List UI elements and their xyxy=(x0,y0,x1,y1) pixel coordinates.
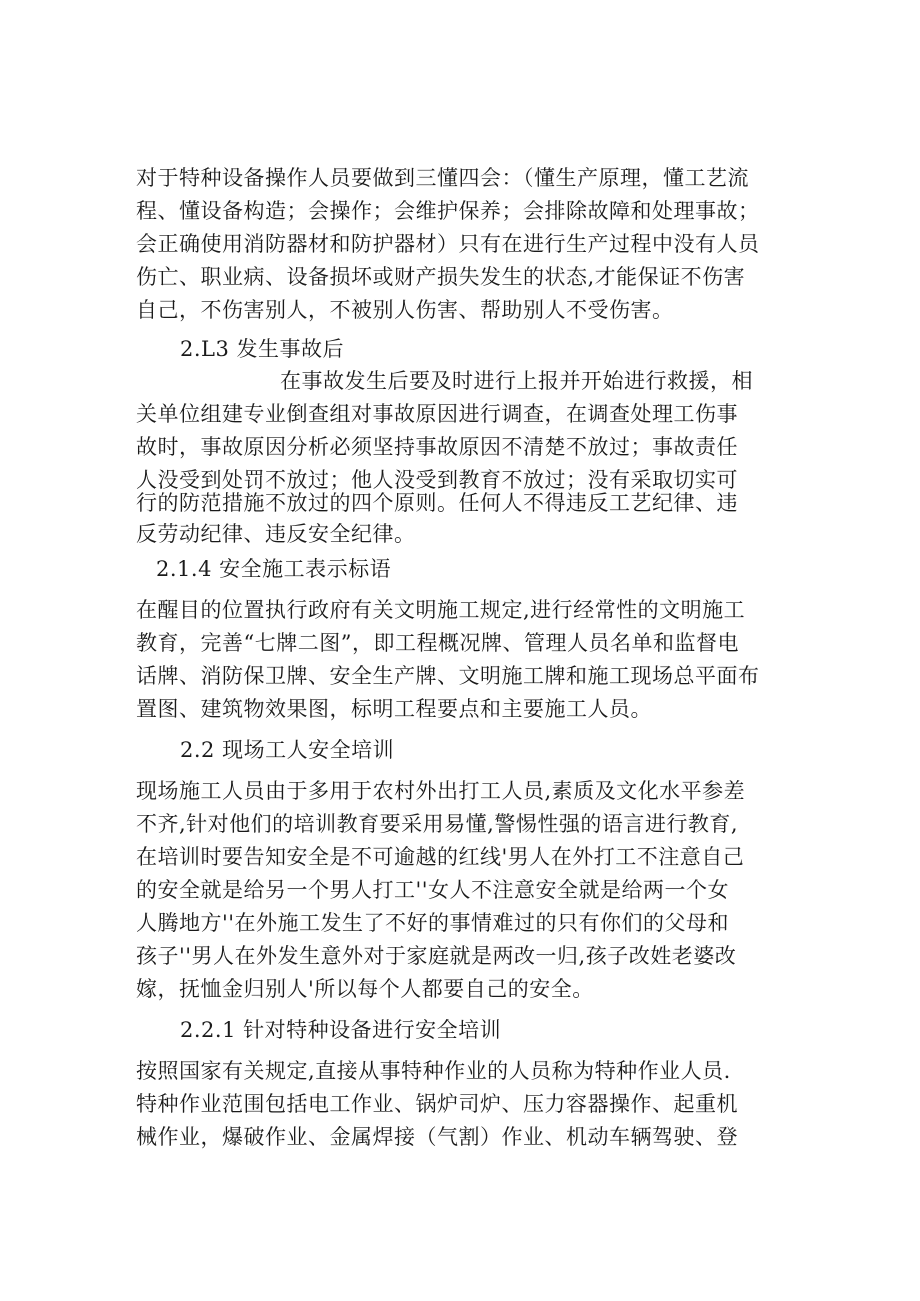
paragraph-line: 人没受到处罚不放过；他人没受到教育不放过；没有采取切实可 xyxy=(136,468,738,492)
section-heading-2-1-4: 2.1.4 安全施工表示标语 xyxy=(156,557,392,581)
paragraph-line: 对于特种设备操作人员要做到三懂四会：（懂生产原理，懂工艺流 xyxy=(136,166,749,190)
paragraph-line: 特种作业范围包括电工作业、锅炉司炉、压力容器操作、起重机 xyxy=(136,1092,738,1116)
paragraph-line: 人腾地方''在外施工发生了不好的事情难过的只有你们的父母和 xyxy=(136,911,730,935)
paragraph-line: 现场施工人员由于多用于农村外出打工人员,素质及文化水平参差 xyxy=(136,779,746,803)
paragraph-line: 话牌、消防保卫牌、安全生产牌、文明施工牌和施工现场总平面布 xyxy=(136,664,760,688)
section-heading-2-2-1: 2.2.1 针对特种设备进行安全培训 xyxy=(180,1018,502,1042)
paragraph-line: 关单位组建专业倒查组对事故原因进行调查，在调查处理工伤事 xyxy=(136,402,738,426)
section-heading-2-1-3: 2.L3 发生事故后 xyxy=(180,337,345,361)
paragraph-line: 程、懂设备构造；会操作；会维护保养；会排除故障和处理事故； xyxy=(136,199,760,223)
paragraph-line: 行的防范措施不放过的四个原则。任何人不得违反工艺纪律、违 xyxy=(136,491,738,515)
paragraph-line: 的安全就是给另一个男人打工''女人不注意安全就是给两一个女 xyxy=(136,878,730,902)
paragraph-line: 故时，事故原因分析必须坚持事故原因不清楚不放过；事故责任 xyxy=(136,435,738,459)
paragraph-line: 教育，完善“七牌二图”，即工程概况牌、管理人员名单和监督电 xyxy=(136,631,739,655)
paragraph-line: 自己，不伤害别人，不被别人伤害、帮助别人不受伤害。 xyxy=(136,298,674,322)
paragraph-line: 会正确使用消防器材和防护器材）只有在进行生产过程中没有人员 xyxy=(136,232,760,256)
paragraph-line: 置图、建筑物效果图，标明工程要点和主要施工人员。 xyxy=(136,697,652,721)
paragraph-line: 反劳动纪律、违反安全纪律。 xyxy=(136,522,416,546)
section-heading-2-2: 2.2 现场工人安全培训 xyxy=(180,738,395,762)
paragraph-line: 伤亡、职业病、设备损坏或财产损失发生的状态,才能保证不伤害 xyxy=(136,265,746,289)
paragraph-line: 嫁，抚恤金归别人'所以每个人都要自己的安全。 xyxy=(136,977,594,1001)
paragraph-line: 孩子''男人在外发生意外对于家庭就是两改一归,孩子改姓老婆改 xyxy=(136,944,737,968)
paragraph-line: 械作业，爆破作业、金属焊接（气割）作业、机动车辆驾驶、登 xyxy=(136,1125,738,1149)
paragraph-line: 不齐,针对他们的培训教育要采用易懂,警惕性强的语言进行教育, xyxy=(136,812,739,836)
paragraph-line: 在事故发生后要及时进行上报并开始进行救援，相 xyxy=(280,369,753,393)
paragraph-line: 按照国家有关规定,直接从事特种作业的人员称为特种作业人员. xyxy=(136,1059,731,1083)
paragraph-line: 在醒目的位置执行政府有关文明施工规定,进行经常性的文明施工 xyxy=(136,598,746,622)
paragraph-line: 在培训时要告知安全是不可逾越的红线'男人在外打工不注意自己 xyxy=(136,845,745,869)
